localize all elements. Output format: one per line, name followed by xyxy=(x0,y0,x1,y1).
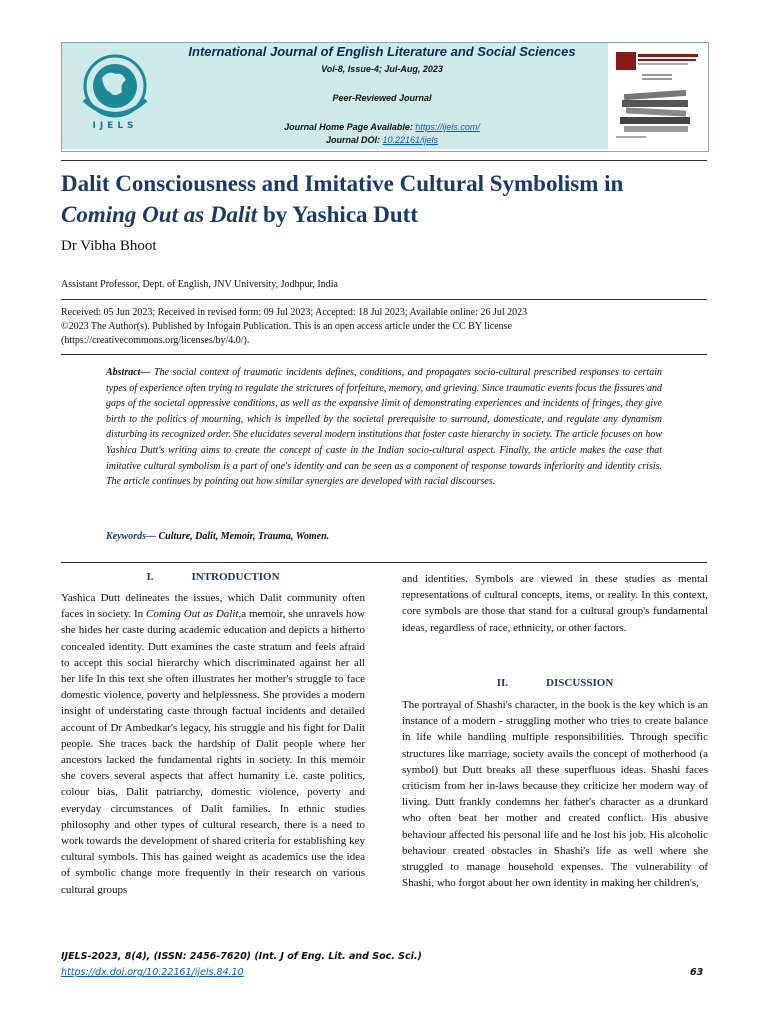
title-line-1: Dalit Consciousness and Imitative Cultural Symbolism in xyxy=(61,171,624,196)
divider xyxy=(61,354,707,355)
title-italic: Coming Out as Dalit xyxy=(61,202,258,227)
section-title: DISCUSSION xyxy=(546,677,614,689)
section-heading-discussion xyxy=(402,677,708,689)
section-number: I. xyxy=(146,571,154,583)
journal-title: International Journal of English Literature and Social Sciences xyxy=(188,44,576,59)
author-name: Dr Vibha Bhoot xyxy=(61,238,157,254)
keywords-list: Culture, Dalit, Memoir, Trauma, Women. xyxy=(156,531,330,542)
article-title xyxy=(61,168,721,230)
article-dates xyxy=(61,306,711,348)
doi-line xyxy=(160,135,604,145)
keywords xyxy=(106,531,662,542)
license-text: ©2023 The Author(s). Published by Infogain Publication. This is an open access article under the CC BY license xyxy=(61,321,512,332)
section-number: II. xyxy=(496,677,509,689)
homepage-link[interactable]: https://ijels.com/ xyxy=(415,122,480,132)
intro-book-title: Coming Out as Dalit xyxy=(146,608,239,621)
title-rest: by Yashica Dutt xyxy=(257,202,418,227)
footer-citation: IJELS-2023, 8(4), (ISSN: 2456-7620) (Int. J of Eng. Lit. and Soc. Sci.) xyxy=(61,951,422,962)
author-affiliation: Assistant Professor, Dept. of English, JNV University, Jodhpur, India xyxy=(61,279,338,290)
keywords-label: Keywords— xyxy=(106,531,156,542)
doi-link[interactable]: 10.22161/ijels xyxy=(382,135,439,145)
divider xyxy=(61,299,707,300)
section-title: INTRODUCTION xyxy=(191,571,280,583)
section-heading-introduction xyxy=(61,571,365,583)
intro-text: Yashica Dutt delineates the issues, which Dalit community often faces in society. In xyxy=(61,592,365,621)
abstract xyxy=(106,365,662,490)
divider xyxy=(61,562,707,563)
journal-cover-image xyxy=(612,48,702,146)
homepage-line xyxy=(160,122,604,132)
introduction-body xyxy=(61,590,365,898)
homepage-label: Journal Home Page Available: xyxy=(284,122,416,132)
abstract-text: The social context of traumatic incidents defines, conditions, and propagates socio-cultural prescribed responses to certain types of experience often trying to regulate the strictures of forfeiture, memory, and grieving. Since traumatic events focus the fissures and gaps of the societal oppressive conditions, as well as the expansive limit of demonstrating experiences and incidents of fringes, they give birth to the politics of mourning, which is impelled by the societal prerequisite to surround, domesticate, and regulate any dynamism disturbing its recognized order. She elucidates several modern institutions that foster caste hierarchy in society. The article focuses on how Yashica Dutt's writing aims to create the concept of caste in the Indian socio-cultural aspect. Finally, the article makes the case that imitative cultural symbolism is a part of one's identity and can be seen as a component of response towards inferiority and identity crisis. The article continues by pointing out how similar synergies are developed with racial discourses. xyxy=(106,367,662,488)
intro-text: ,a memoir, she unravels how she hides her caste during academic education and depicts a hitherto concealed identity. Dutt examines the caste stratum and feels afraid to accept this social hierarchy which discriminated against her all her life In this text she often illustrates her mother's struggle to face domestic violence, poverty and helplessness. She provides a modern insight of understating caste through factual incidents and detailed account of Dr Ambedkar's legacy, his struggle and his fight for Dalit people. She traces back the hardship of Dalit people where her ancestors lacked the fundamental rights in society. In this memoir she covers several aspects that affect humanity i.e. caste politics, colour bias, Dalit patriarchy, domestic violence, poverty and everyday circumstances of Dalit families. In ethnic studies philosophy and other types of cultural research, there is a need to work towards the development of shared criteria for establishing key cultural symbols. This has gained weight as academics use the idea of symbolic change more frequently in their research on various cultural groups xyxy=(61,608,365,896)
abstract-label: Abstract— xyxy=(106,367,151,378)
discussion-body: The portrayal of Shashi's character, in the book is the key which is an instance of a modern - struggling mother who tries to create balance in life while handling multiple responsibilities. Through specific structures like marriage, society avails the concept of motherhood (a symbol) but Dutt breaks all these superfluous ideas. Shashi faces criticism from her in-laws because they criticize her modern way of living. Dutt frankly condemns her father's character as a drunkard who often beat her mother and created conflict. His abusive behaviour affected his personal life and he lost his job. His alcoholic behaviour created obstacles in Shashi's life as well where she struggled to manage household expenses. The vulnerability of Shashi, who forgot about her own identity in making her children's, xyxy=(402,699,708,890)
doi-label: Journal DOI: xyxy=(325,135,383,145)
title-line-2 xyxy=(61,199,721,230)
introduction-continued: and identities. Symbols are viewed in these studies as mental representations of cultural concepts, items, or reality. In this context, core symbols are those that stand for a cultural group's fundamental ideas, regardless of race, ethnicity, or other factors. xyxy=(402,573,708,634)
page-number: 63 xyxy=(690,967,704,978)
footer-doi-link[interactable]: https://dx.doi.org/10.22161/ijels.84.10 xyxy=(61,967,244,978)
journal-issue: Vol-8, Issue-4; Jul-Aug, 2023 xyxy=(321,64,443,74)
logo-wordmark: IJELS xyxy=(92,121,138,131)
history-dates: Received: 05 Jun 2023; Received in revised form: 09 Jul 2023; Accepted: 18 Jul 2023; Available online: 26 Jul 2023 xyxy=(61,307,528,318)
peer-reviewed-label: Peer-Reviewed Journal xyxy=(332,93,432,103)
header-divider xyxy=(61,160,707,161)
license-link[interactable]: (https://creativecommons.org/licenses/by/4.0/). xyxy=(61,335,250,346)
